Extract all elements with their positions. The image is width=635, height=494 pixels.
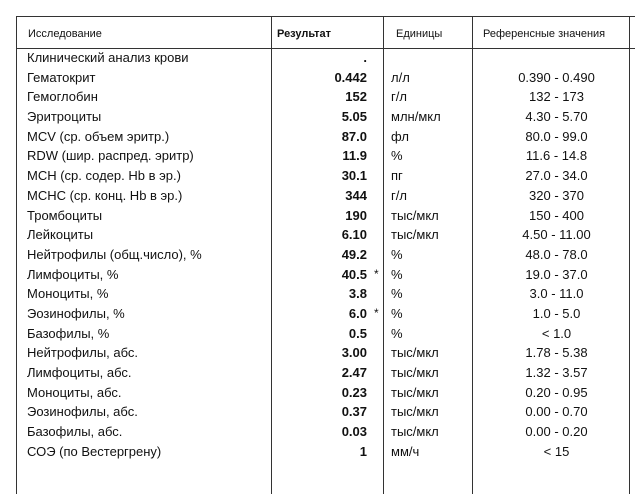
- table-row: [0, 284, 635, 304]
- unit: фл: [391, 128, 409, 144]
- results-body: [0, 48, 635, 461]
- reference-range: 48.0 - 78.0: [525, 246, 588, 262]
- test-name: Гематокрит: [27, 69, 96, 85]
- result-value: 344: [345, 187, 367, 203]
- reference-range: 320 - 370: [529, 187, 584, 203]
- unit: тыс/мкл: [391, 424, 439, 440]
- test-name: MCHC (ср. конц. Hb в эр.): [27, 187, 183, 203]
- reference-range: 4.50 - 11.00: [522, 227, 591, 243]
- table-row: [0, 186, 635, 206]
- unit: %: [391, 286, 403, 302]
- unit: пг: [391, 168, 403, 184]
- table-row: [0, 402, 635, 422]
- table-row: [0, 324, 635, 344]
- test-name: Лимфоциты, %: [27, 266, 119, 282]
- test-name: Лейкоциты: [27, 227, 94, 243]
- table-top-border: [16, 16, 635, 17]
- unit: мм/ч: [391, 443, 420, 459]
- table-row: [0, 146, 635, 166]
- unit: тыс/мкл: [391, 345, 439, 361]
- test-name: Эритроциты: [27, 109, 102, 125]
- unit: %: [391, 305, 403, 321]
- result-value: 2.47: [341, 365, 367, 380]
- test-name: СОЭ (по Вестергрену): [27, 443, 162, 459]
- table-row: [0, 304, 635, 324]
- reference-range: 1.78 - 5.38: [525, 345, 588, 361]
- result-value: 40.5: [341, 266, 367, 282]
- unit: %: [391, 325, 403, 341]
- table-row: [0, 442, 635, 462]
- reference-range: 27.0 - 34.0: [525, 168, 588, 184]
- result-value: 0.37: [341, 404, 367, 420]
- unit: л/л: [391, 69, 410, 85]
- test-name: Нейтрофилы, абс.: [27, 345, 139, 361]
- test-name: Эозинофилы, абс.: [27, 404, 138, 420]
- result-value: 1: [359, 443, 367, 459]
- result-value: 0.5: [348, 325, 367, 341]
- table-row: [0, 206, 635, 226]
- result-value: 6.10: [341, 227, 367, 243]
- result-value: 6.0: [348, 305, 367, 321]
- reference-range: 19.0 - 37.0: [525, 266, 588, 282]
- table-row: [0, 245, 635, 265]
- table-row: [0, 363, 635, 383]
- reference-range: 11.6 - 14.8: [525, 148, 588, 164]
- unit: тыс/мкл: [391, 365, 439, 380]
- header-reference: Референсные значения: [483, 28, 606, 40]
- table-row: [0, 127, 635, 147]
- test-name: Гемоглобин: [27, 89, 98, 105]
- test-name: Клинический анализ крови: [27, 50, 189, 65]
- unit: тыс/мкл: [391, 227, 439, 243]
- result-value: 0.442: [334, 69, 367, 85]
- result-value: 3.00: [341, 345, 367, 361]
- result-value: 3.8: [348, 286, 367, 302]
- table-row: [0, 383, 635, 403]
- reference-range: 1.0 - 5.0: [532, 305, 581, 321]
- result-value: 5.05: [341, 109, 367, 125]
- unit: %: [391, 246, 403, 262]
- reference-range: 0.00 - 0.70: [525, 404, 588, 420]
- unit: г/л: [391, 187, 407, 203]
- result-value: 152: [345, 89, 367, 105]
- table-row: [0, 265, 635, 285]
- result-value: 0.03: [341, 424, 367, 440]
- test-name: Тромбоциты: [27, 207, 103, 223]
- result-value: 190: [345, 207, 367, 223]
- test-name: RDW (шир. распред. эритр): [27, 148, 194, 164]
- unit: тыс/мкл: [391, 207, 439, 223]
- test-name: Базофилы, абс.: [27, 424, 123, 440]
- test-name: Моноциты, %: [27, 286, 109, 302]
- unit: %: [391, 148, 403, 164]
- test-name: Базофилы, %: [27, 325, 110, 341]
- table-row: [0, 68, 635, 88]
- table-row: [0, 87, 635, 107]
- header-units: Единицы: [396, 28, 443, 40]
- unit: млн/мкл: [391, 109, 441, 125]
- abnormal-flag: *: [374, 305, 379, 320]
- table-row: [0, 166, 635, 186]
- reference-range: 0.390 - 0.490: [518, 69, 595, 85]
- reference-range: 132 - 173: [529, 89, 584, 105]
- result-value: 30.1: [341, 168, 367, 184]
- reference-range: 1.32 - 3.57: [525, 365, 588, 380]
- table-row: [0, 422, 635, 442]
- unit: %: [391, 266, 403, 282]
- table-row: [0, 343, 635, 363]
- test-name: MCV (ср. объем эритр.): [27, 128, 170, 144]
- reference-range: 150 - 400: [529, 207, 584, 223]
- result-value: 49.2: [341, 246, 367, 262]
- test-name: MCH (ср. содер. Hb в эр.): [27, 168, 181, 184]
- test-name: Моноциты, абс.: [27, 384, 122, 400]
- reference-range: 3.0 - 11.0: [529, 286, 584, 302]
- result-value: 0.23: [341, 384, 367, 400]
- result-value: .: [363, 50, 367, 65]
- test-name: Эозинофилы, %: [27, 305, 125, 321]
- unit: тыс/мкл: [391, 384, 439, 400]
- reference-range: 80.0 - 99.0: [525, 128, 588, 144]
- reference-range: < 15: [543, 443, 570, 459]
- reference-range: 0.00 - 0.20: [525, 424, 588, 440]
- result-value: 87.0: [341, 128, 367, 144]
- result-value: 11.9: [342, 148, 367, 164]
- unit: тыс/мкл: [391, 404, 439, 420]
- header-study: Исследование: [28, 28, 102, 40]
- test-name: Нейтрофилы (общ.число), %: [27, 246, 202, 262]
- header-result: Результат: [277, 28, 332, 40]
- test-name: Лимфоциты, абс.: [27, 365, 132, 380]
- table-row: [0, 107, 635, 127]
- table-row: [0, 48, 635, 68]
- reference-range: 4.30 - 5.70: [525, 109, 588, 125]
- reference-range: 0.20 - 0.95: [525, 384, 588, 400]
- reference-range: < 1.0: [541, 325, 572, 341]
- table-row: [0, 225, 635, 245]
- abnormal-flag: *: [374, 266, 379, 281]
- unit: г/л: [391, 89, 407, 105]
